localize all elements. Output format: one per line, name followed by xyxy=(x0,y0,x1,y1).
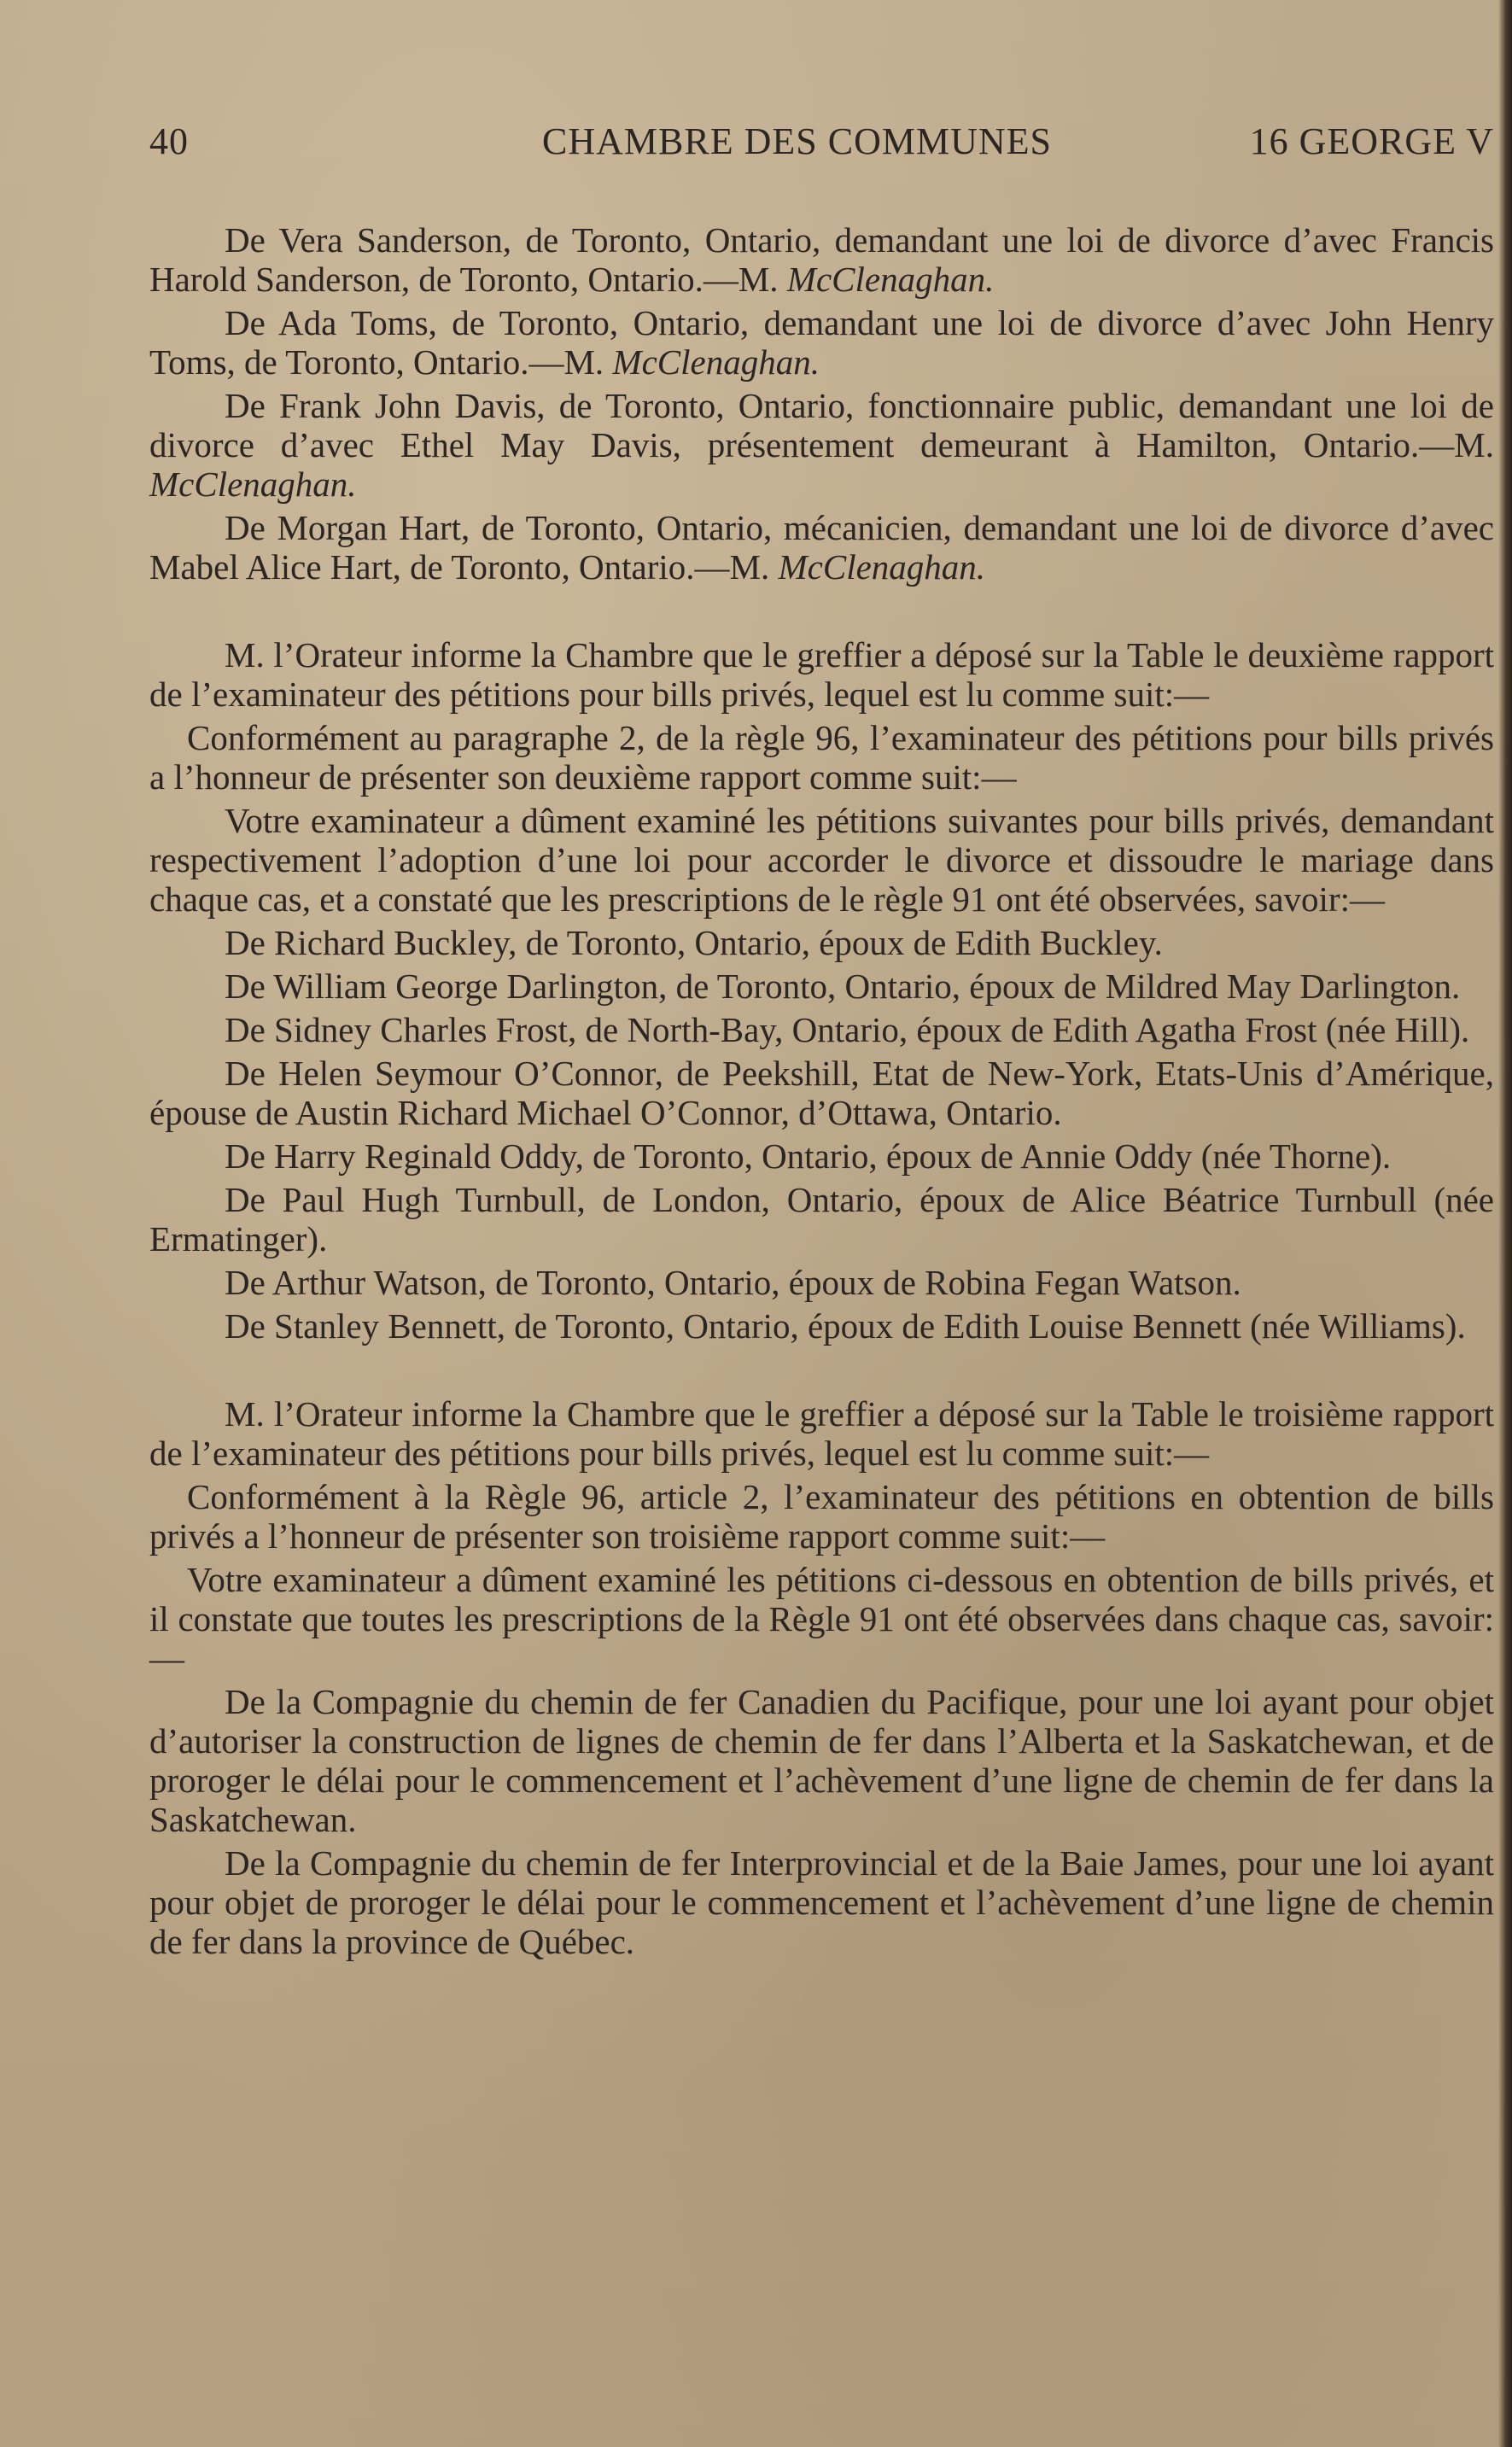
petition-paragraph: De Morgan Hart, de Toronto, Ontario, mécanicien, demandant une loi de divorce d’avec Mabel Alice Hart, de Toronto, Ontario.—M. McClenaghan. xyxy=(149,508,1494,587)
divorce-petition-item: De Richard Buckley, de Toronto, Ontario, époux de Edith Buckley. xyxy=(225,923,1163,962)
page-edge-shadow xyxy=(1498,0,1512,2447)
divorce-petition-item: De Arthur Watson, de Toronto, Ontario, époux de Robina Fegan Watson. xyxy=(225,1263,1241,1302)
journal-body xyxy=(149,220,1494,1965)
speaker-announcement: M. l’Orateur informe la Chambre que le greffier a déposé sur la Table le deuxième rapport de l’examinateur des pétitions pour bills privés, lequel est lu comme suit:— xyxy=(149,635,1494,714)
petition-paragraph: De Vera Sanderson, de Toronto, Ontario, demandant une loi de divorce d’avec Francis Harold Sanderson, de Toronto, Ontario.—M. McClenaghan. xyxy=(149,220,1494,299)
header-title: CHAMBRE DES COMMUNES xyxy=(542,120,1052,162)
running-header xyxy=(149,120,1494,171)
report-intro: Conformément au paragraphe 2, de la règle 96, l’examinateur des pétitions pour bills privés a l’honneur de présenter son deuxième rapport comme suit:— xyxy=(149,718,1494,797)
report-paragraph: Votre examinateur a dûment examiné les pétitions ci-dessous en obtention de bills privés, et il constate que toutes les prescriptions de la Règle 91 ont été observées dans chaque cas, savoir:— xyxy=(149,1560,1494,1678)
divorce-petition-item: De Harry Reginald Oddy, de Toronto, Ontario, époux de Annie Oddy (née Thorne). xyxy=(225,1136,1392,1176)
page-number: 40 xyxy=(149,120,189,162)
divorce-petition-item: De Helen Seymour O’Connor, de Peekshill, Etat de New-York, Etats-Unis d’Amérique, épouse de Austin Richard Michael O’Connor, d’Ottawa, Ontario. xyxy=(149,1054,1494,1132)
header-session: 16 GEORGE V xyxy=(1249,120,1494,162)
petition-paragraph: De Ada Toms, de Toronto, Ontario, demandant une loi de divorce d’avec John Henry Toms, de Toronto, Ontario.—M. McClenaghan. xyxy=(149,303,1494,382)
railway-petition-item: De la Compagnie du chemin de fer Interprovincial et de la Baie James, pour une loi ayant pour objet de proroger le délai pour le commencement et l’achèvement d’une ligne de chemin de fer dans la province de Québec. xyxy=(149,1843,1494,1961)
divorce-petition-item: De Paul Hugh Turnbull, de London, Ontario, époux de Alice Béatrice Turnbull (née Ermatinger). xyxy=(149,1180,1494,1259)
railway-petition-item: De la Compagnie du chemin de fer Canadien du Pacifique, pour une loi ayant pour objet d’autoriser la construction de lignes de chemin de fer dans l’Alberta et la Saskatchewan, et de proroger le délai pour le commencement et l’achèvement d’une ligne de chemin de fer dans la Saskatchewan. xyxy=(149,1682,1494,1839)
report-intro: Conformément à la Règle 96, article 2, l’examinateur des pétitions en obtention de bills privés a l’honneur de présenter son troisième rapport comme suit:— xyxy=(149,1477,1494,1556)
petition-paragraph: De Frank John Davis, de Toronto, Ontario, fonctionnaire public, demandant une loi de divorce d’avec Ethel May Davis, présentement demeurant à Hamilton, Ontario.—M. McClenaghan. xyxy=(149,386,1494,504)
divorce-petition-item: De Sidney Charles Frost, de North-Bay, Ontario, époux de Edith Agatha Frost (née Hill). xyxy=(225,1010,1470,1049)
divorce-petition-item: De Stanley Bennett, de Toronto, Ontario, époux de Edith Louise Bennett (née Williams). xyxy=(225,1306,1466,1346)
divorce-petition-item: De William George Darlington, de Toronto, Ontario, époux de Mildred May Darlington. xyxy=(225,967,1461,1006)
speaker-announcement: M. l’Orateur informe la Chambre que le greffier a déposé sur la Table le troisième rapport de l’examinateur des pétitions pour bills privés, lequel est lu comme suit:— xyxy=(149,1394,1494,1473)
report-paragraph: Votre examinateur a dûment examiné les pétitions suivantes pour bills privés, demandant respectivement l’adoption d’une loi pour accorder le divorce et dissoudre le mariage dans chaque cas, et a constaté que les prescriptions de le règle 91 ont été observées, savoir:— xyxy=(149,801,1494,919)
